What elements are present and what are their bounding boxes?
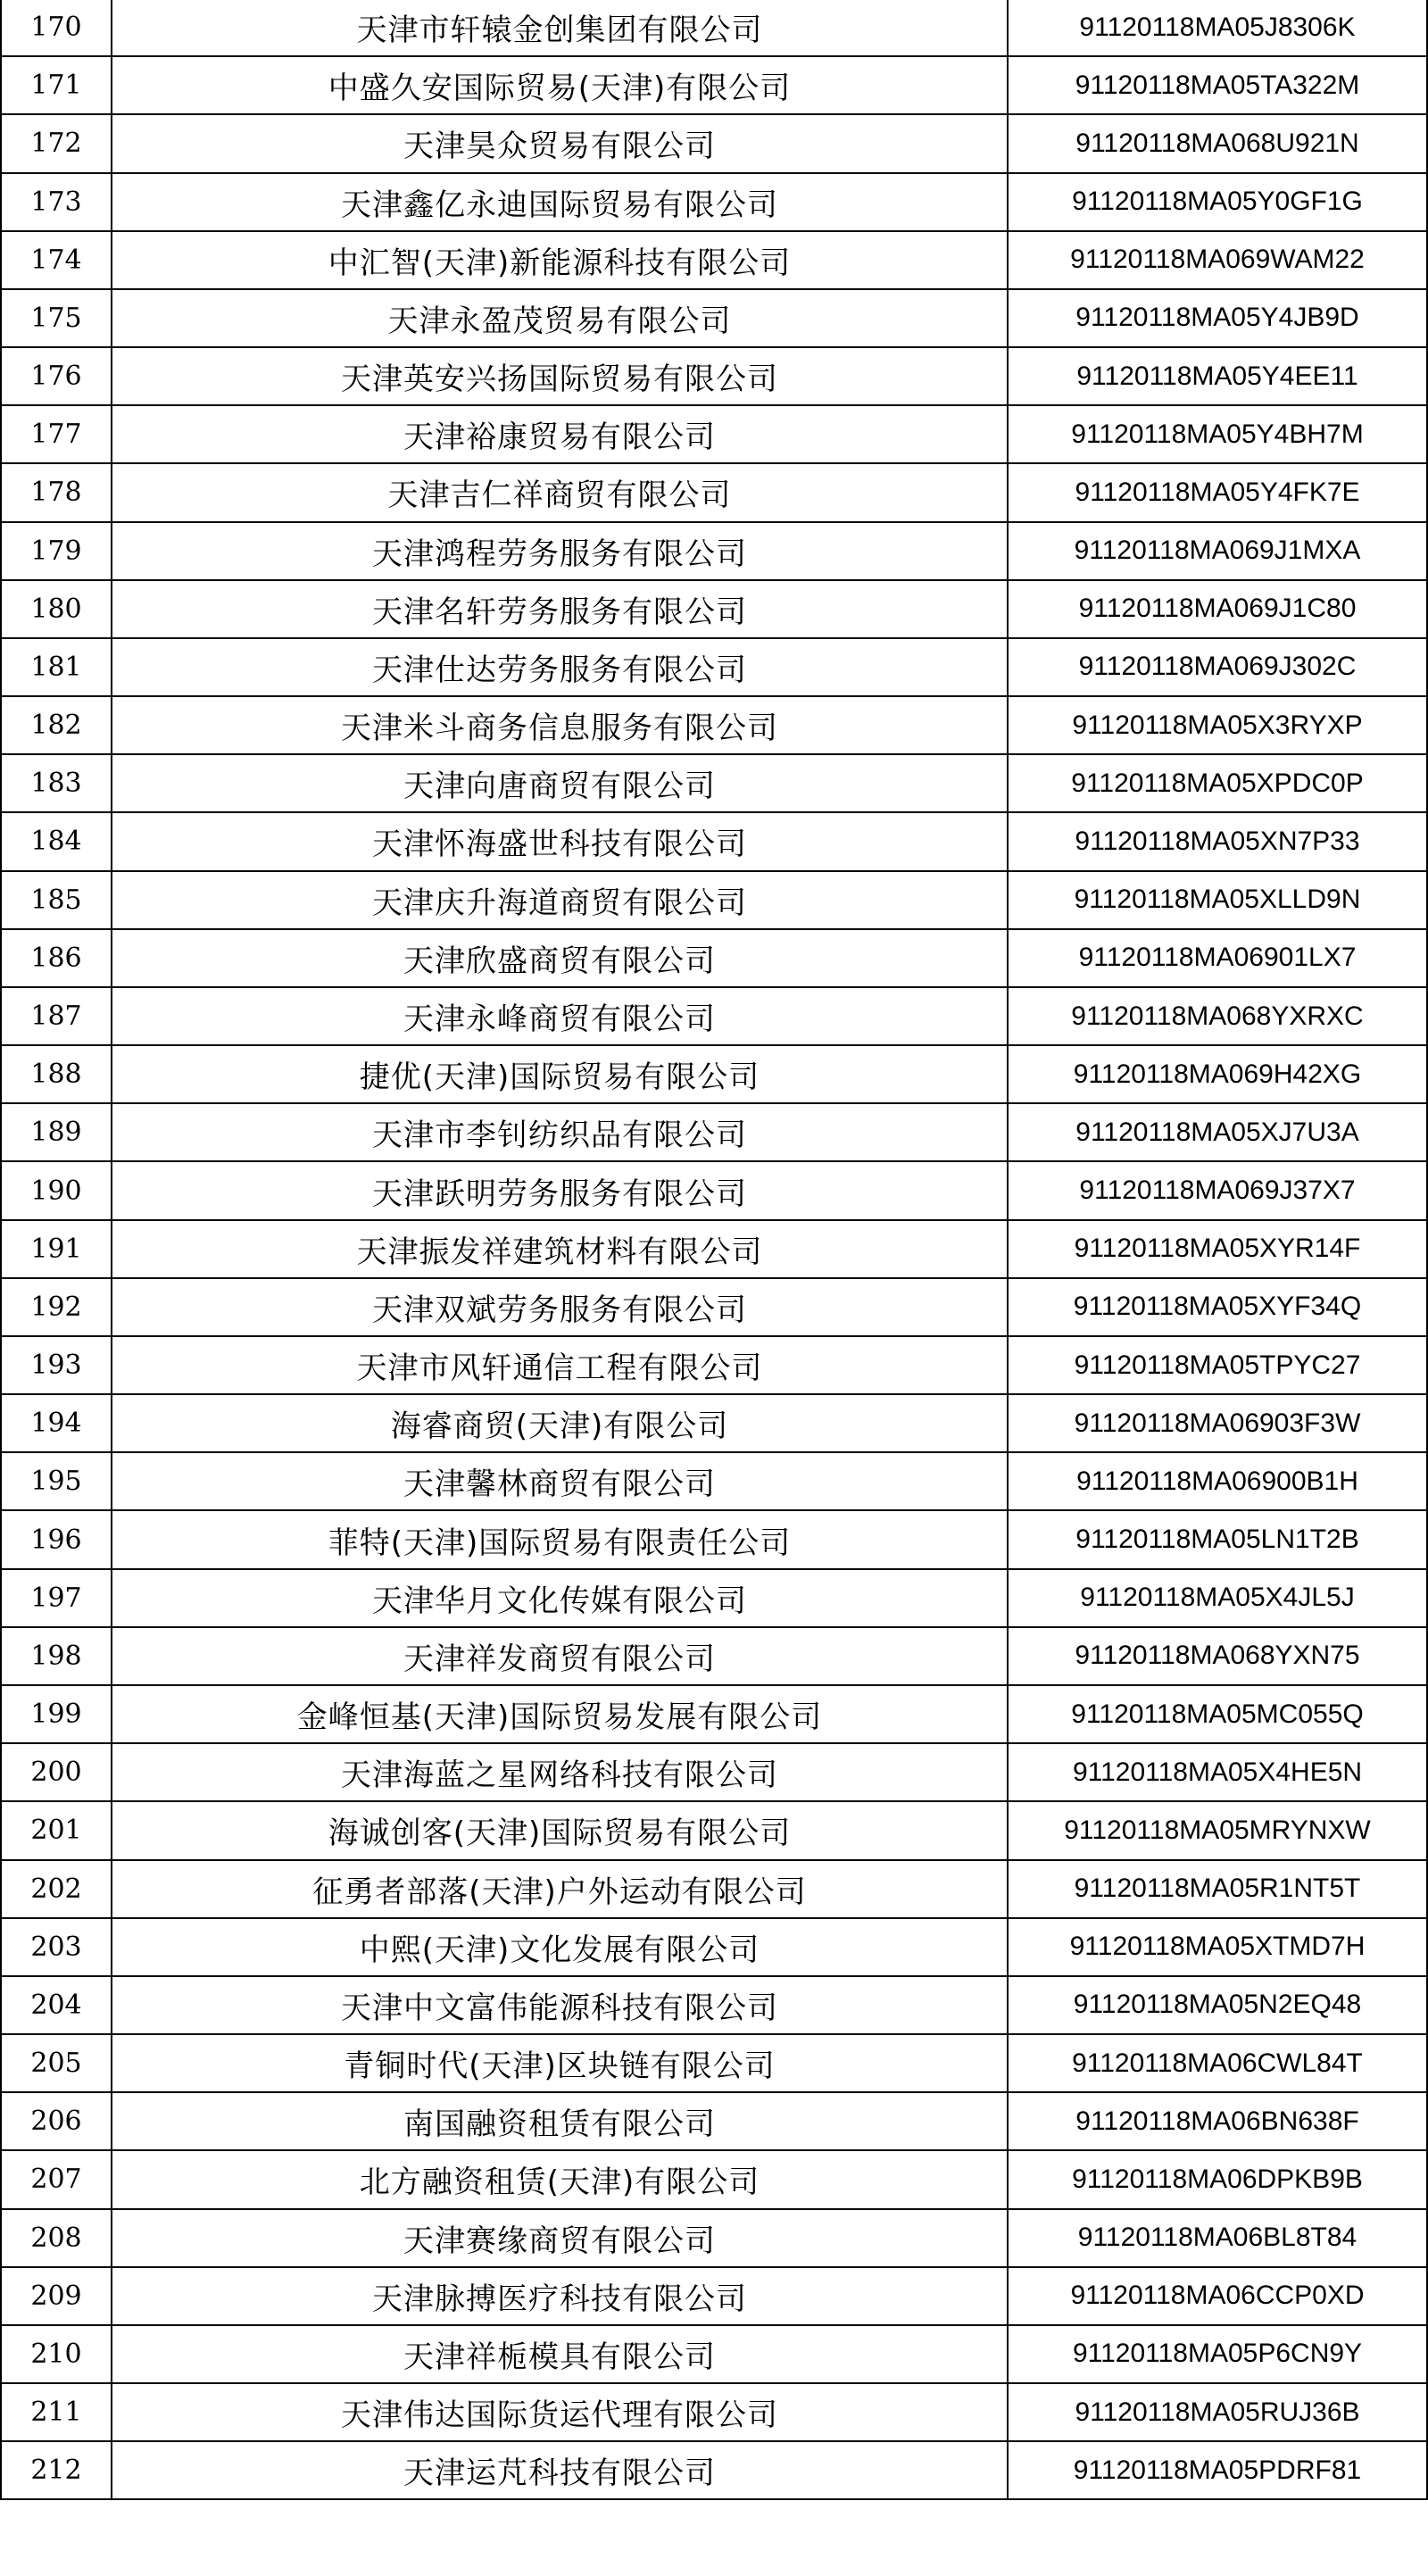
table-row — [1, 1743, 1427, 1801]
table-row — [1, 173, 1427, 231]
credit-code: 91120118MA05RUJ36B — [1008, 2383, 1427, 2441]
table-row — [1, 696, 1427, 754]
credit-code: 91120118MA05Y4JB9D — [1008, 289, 1427, 347]
company-name: 北方融资租赁(天津)有限公司 — [112, 2150, 1008, 2208]
row-number: 212 — [1, 2441, 112, 2499]
credit-code: 91120118MA06900B1H — [1008, 1452, 1427, 1510]
credit-code: 91120118MA05LN1T2B — [1008, 1510, 1427, 1568]
credit-code: 91120118MA05XJ7U3A — [1008, 1103, 1427, 1161]
table-row — [1, 1976, 1427, 2034]
table-row — [1, 2383, 1427, 2441]
row-number: 181 — [1, 638, 112, 696]
company-name: 天津祥发商贸有限公司 — [112, 1627, 1008, 1685]
company-name: 中盛久安国际贸易(天津)有限公司 — [112, 56, 1008, 114]
credit-code: 91120118MA05X4JL5J — [1008, 1569, 1427, 1627]
company-name: 天津庆升海道商贸有限公司 — [112, 871, 1008, 929]
table-row — [1, 1336, 1427, 1394]
table-row — [1, 1161, 1427, 1219]
company-name: 天津赛缘商贸有限公司 — [112, 2209, 1008, 2267]
credit-code: 91120118MA05XYR14F — [1008, 1220, 1427, 1278]
company-name: 天津脉搏医疗科技有限公司 — [112, 2267, 1008, 2325]
company-name: 金峰恒基(天津)国际贸易发展有限公司 — [112, 1685, 1008, 1743]
table-row — [1, 1278, 1427, 1336]
credit-code: 91120118MA05Y4BH7M — [1008, 405, 1427, 463]
table-row — [1, 1801, 1427, 1859]
row-number: 188 — [1, 1045, 112, 1103]
credit-code: 91120118MA05P6CN9Y — [1008, 2325, 1427, 2383]
credit-code: 91120118MA05R1NT5T — [1008, 1860, 1427, 1918]
row-number: 211 — [1, 2383, 112, 2441]
credit-code: 91120118MA069J1C80 — [1008, 580, 1427, 638]
table-row — [1, 871, 1427, 929]
table-row — [1, 289, 1427, 347]
row-number: 204 — [1, 1976, 112, 2034]
company-name: 天津仕达劳务服务有限公司 — [112, 638, 1008, 696]
table-row — [1, 2034, 1427, 2092]
table-row — [1, 1860, 1427, 1918]
table-row — [1, 987, 1427, 1045]
row-number: 171 — [1, 56, 112, 114]
company-name: 天津市轩辕金创集团有限公司 — [112, 0, 1008, 56]
company-name: 海诚创客(天津)国际贸易有限公司 — [112, 1801, 1008, 1859]
credit-code: 91120118MA05Y0GF1G — [1008, 173, 1427, 231]
row-number: 175 — [1, 289, 112, 347]
table-row — [1, 1510, 1427, 1568]
company-name: 天津永盈茂贸易有限公司 — [112, 289, 1008, 347]
company-name: 天津海蓝之星网络科技有限公司 — [112, 1743, 1008, 1801]
company-name: 天津米斗商务信息服务有限公司 — [112, 696, 1008, 754]
credit-code: 91120118MA05XPDC0P — [1008, 754, 1427, 812]
table-row — [1, 754, 1427, 812]
row-number: 196 — [1, 1510, 112, 1568]
row-number: 178 — [1, 463, 112, 521]
row-number: 186 — [1, 929, 112, 987]
credit-code: 91120118MA05XLLD9N — [1008, 871, 1427, 929]
table-row — [1, 2092, 1427, 2150]
credit-code: 91120118MA069J302C — [1008, 638, 1427, 696]
credit-code: 91120118MA06903F3W — [1008, 1394, 1427, 1452]
row-number: 189 — [1, 1103, 112, 1161]
credit-code: 91120118MA06901LX7 — [1008, 929, 1427, 987]
credit-code: 91120118MA05X3RYXP — [1008, 696, 1427, 754]
credit-code: 91120118MA05XN7P33 — [1008, 812, 1427, 870]
company-name: 天津市李钊纺织品有限公司 — [112, 1103, 1008, 1161]
row-number: 180 — [1, 580, 112, 638]
credit-code: 91120118MA068U921N — [1008, 114, 1427, 172]
credit-code: 91120118MA068YXN75 — [1008, 1627, 1427, 1685]
company-name: 天津双斌劳务服务有限公司 — [112, 1278, 1008, 1336]
company-name: 天津祥栀模具有限公司 — [112, 2325, 1008, 2383]
row-number: 179 — [1, 522, 112, 580]
row-number: 209 — [1, 2267, 112, 2325]
company-name: 中熙(天津)文化发展有限公司 — [112, 1918, 1008, 1976]
row-number: 184 — [1, 812, 112, 870]
company-name: 天津裕康贸易有限公司 — [112, 405, 1008, 463]
table-row — [1, 522, 1427, 580]
company-name: 天津伟达国际货运代理有限公司 — [112, 2383, 1008, 2441]
table-row — [1, 929, 1427, 987]
row-number: 187 — [1, 987, 112, 1045]
row-number: 198 — [1, 1627, 112, 1685]
row-number: 210 — [1, 2325, 112, 2383]
table-row — [1, 56, 1427, 114]
credit-code: 91120118MA06BL8T84 — [1008, 2209, 1427, 2267]
row-number: 199 — [1, 1685, 112, 1743]
company-name: 天津华月文化传媒有限公司 — [112, 1569, 1008, 1627]
table-row — [1, 405, 1427, 463]
company-name: 天津振发祥建筑材料有限公司 — [112, 1220, 1008, 1278]
company-name: 天津英安兴扬国际贸易有限公司 — [112, 347, 1008, 405]
credit-code: 91120118MA05XTMD7H — [1008, 1918, 1427, 1976]
row-number: 208 — [1, 2209, 112, 2267]
row-number: 207 — [1, 2150, 112, 2208]
company-name: 捷优(天津)国际贸易有限公司 — [112, 1045, 1008, 1103]
table-row — [1, 463, 1427, 521]
credit-code: 91120118MA06CWL84T — [1008, 2034, 1427, 2092]
company-name: 青铜时代(天津)区块链有限公司 — [112, 2034, 1008, 2092]
row-number: 172 — [1, 114, 112, 172]
row-number: 200 — [1, 1743, 112, 1801]
company-name: 中汇智(天津)新能源科技有限公司 — [112, 231, 1008, 289]
company-name: 天津鸿程劳务服务有限公司 — [112, 522, 1008, 580]
table-row — [1, 1220, 1427, 1278]
row-number: 205 — [1, 2034, 112, 2092]
table-row — [1, 2150, 1427, 2208]
credit-code: 91120118MA069J37X7 — [1008, 1161, 1427, 1219]
row-number: 182 — [1, 696, 112, 754]
credit-code: 91120118MA06CCP0XD — [1008, 2267, 1427, 2325]
credit-code: 91120118MA05Y4EE11 — [1008, 347, 1427, 405]
row-number: 203 — [1, 1918, 112, 1976]
table-row — [1, 1103, 1427, 1161]
table-row — [1, 0, 1427, 56]
company-name: 南国融资租赁有限公司 — [112, 2092, 1008, 2150]
company-name: 天津怀海盛世科技有限公司 — [112, 812, 1008, 870]
table-row — [1, 580, 1427, 638]
table-row — [1, 2325, 1427, 2383]
company-name: 菲特(天津)国际贸易有限责任公司 — [112, 1510, 1008, 1568]
credit-code: 91120118MA069H42XG — [1008, 1045, 1427, 1103]
credit-code: 91120118MA069WAM22 — [1008, 231, 1427, 289]
company-name: 天津鑫亿永迪国际贸易有限公司 — [112, 173, 1008, 231]
company-name: 天津永峰商贸有限公司 — [112, 987, 1008, 1045]
credit-code: 91120118MA05TA322M — [1008, 56, 1427, 114]
credit-code: 91120118MA06BN638F — [1008, 2092, 1427, 2150]
row-number: 202 — [1, 1860, 112, 1918]
table-row — [1, 114, 1427, 172]
credit-code: 91120118MA069J1MXA — [1008, 522, 1427, 580]
company-name: 天津吉仁祥商贸有限公司 — [112, 463, 1008, 521]
row-number: 185 — [1, 871, 112, 929]
table-row — [1, 231, 1427, 289]
row-number: 183 — [1, 754, 112, 812]
table-row — [1, 2209, 1427, 2267]
row-number: 191 — [1, 1220, 112, 1278]
company-name: 天津中文富伟能源科技有限公司 — [112, 1976, 1008, 2034]
credit-code: 91120118MA05Y4FK7E — [1008, 463, 1427, 521]
row-number: 190 — [1, 1161, 112, 1219]
row-number: 194 — [1, 1394, 112, 1452]
credit-code: 91120118MA05J8306K — [1008, 0, 1427, 56]
table-body — [1, 0, 1427, 2499]
table-row — [1, 638, 1427, 696]
row-number: 206 — [1, 2092, 112, 2150]
row-number: 174 — [1, 231, 112, 289]
row-number: 173 — [1, 173, 112, 231]
row-number: 195 — [1, 1452, 112, 1510]
credit-code: 91120118MA05MRYNXW — [1008, 1801, 1427, 1859]
row-number: 193 — [1, 1336, 112, 1394]
table-row — [1, 1045, 1427, 1103]
table-row — [1, 1569, 1427, 1627]
row-number: 177 — [1, 405, 112, 463]
credit-code: 91120118MA068YXRXC — [1008, 987, 1427, 1045]
company-name: 海睿商贸(天津)有限公司 — [112, 1394, 1008, 1452]
company-name: 天津向唐商贸有限公司 — [112, 754, 1008, 812]
company-name: 天津欣盛商贸有限公司 — [112, 929, 1008, 987]
company-name: 天津运芃科技有限公司 — [112, 2441, 1008, 2499]
table-row — [1, 1394, 1427, 1452]
credit-code: 91120118MA05X4HE5N — [1008, 1743, 1427, 1801]
credit-code: 91120118MA06DPKB9B — [1008, 2150, 1427, 2208]
table-row — [1, 812, 1427, 870]
company-name: 天津市风轩通信工程有限公司 — [112, 1336, 1008, 1394]
table-row — [1, 2441, 1427, 2499]
table-row — [1, 2267, 1427, 2325]
credit-code: 91120118MA05XYF34Q — [1008, 1278, 1427, 1336]
row-number: 170 — [1, 0, 112, 56]
company-name: 天津跃明劳务服务有限公司 — [112, 1161, 1008, 1219]
table-row — [1, 1918, 1427, 1976]
credit-code: 91120118MA05PDRF81 — [1008, 2441, 1427, 2499]
company-name: 天津昊众贸易有限公司 — [112, 114, 1008, 172]
row-number: 197 — [1, 1569, 112, 1627]
row-number: 192 — [1, 1278, 112, 1336]
table-row — [1, 347, 1427, 405]
credit-code: 91120118MA05MC055Q — [1008, 1685, 1427, 1743]
company-name: 天津馨林商贸有限公司 — [112, 1452, 1008, 1510]
credit-code: 91120118MA05TPYC27 — [1008, 1336, 1427, 1394]
company-name: 天津名轩劳务服务有限公司 — [112, 580, 1008, 638]
row-number: 201 — [1, 1801, 112, 1859]
row-number: 176 — [1, 347, 112, 405]
table-row — [1, 1685, 1427, 1743]
company-name: 征勇者部落(天津)户外运动有限公司 — [112, 1860, 1008, 1918]
table-row — [1, 1627, 1427, 1685]
table-row — [1, 1452, 1427, 1510]
credit-code: 91120118MA05N2EQ48 — [1008, 1976, 1427, 2034]
